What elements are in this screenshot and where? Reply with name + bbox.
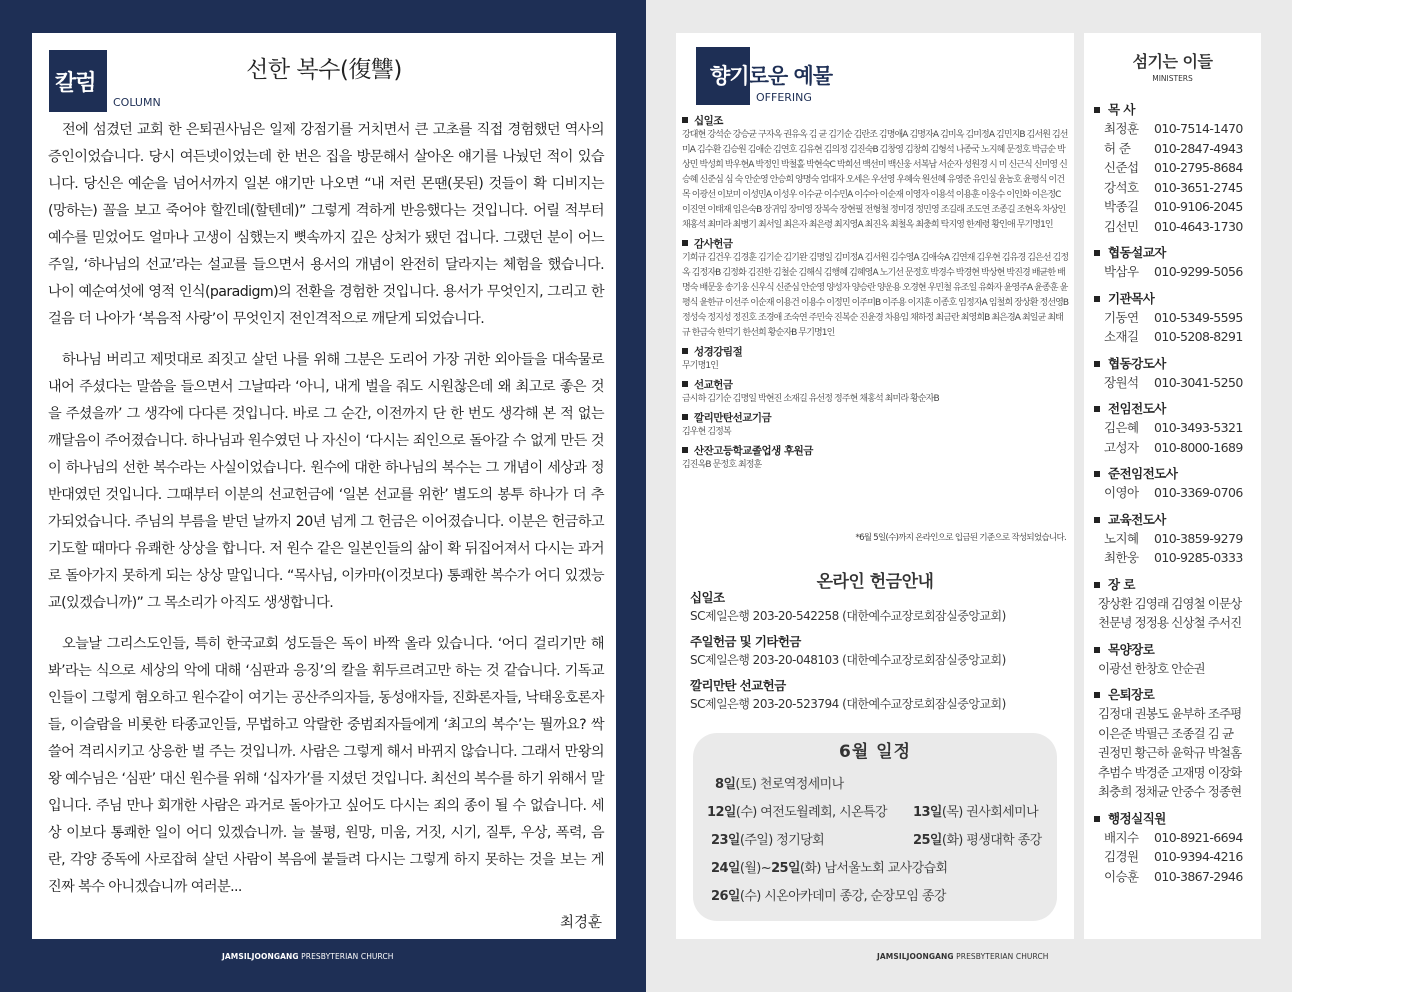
minister-phone: 010-8000-1689 xyxy=(1154,439,1243,455)
minister-phone: 010-8921-6694 xyxy=(1154,829,1243,845)
offering-section-names: 기희규 김건우 김경훈 김기순 김기완 김명일 김미정A 김서원 김수영A 김애숙A 김연재 김우현 김유경 김은선 김정옥 김정자B 김정화 김진한 김철순 김해식 김행혜 김혜영A 노기선 문정호 박경수 박경현 박상현 박진경 배균한 배명숙 배문웅 송기웅 신우식 신준심 안순영 양성자 양승란 양운용 오경현 우민철 유조일 유화자 윤영주A 윤종훈 윤평식 윤한규 이선주 이순재 이용건 이용수 이정민 이주미B 이주용 이지훈 이종호 임정자A 임철희 장상환 정선영B 정성숙 정지성 정진호 조경애 조숙연 주민숙 진복순 진윤경 차용임 채하정 최금란 최영희B 최은경A 최일균 최태규 한금숙 한덕기 한선희 황순자B 무기명1인 xyxy=(682,253,1069,338)
minister-phone: 010-5208-8291 xyxy=(1154,329,1243,344)
offering-title xyxy=(710,60,832,90)
schedule-event: 26일(수) 시온아카데미 종강, 순장모임 종강 xyxy=(711,889,946,904)
minister-name: 이승훈 xyxy=(1104,868,1139,884)
minister-name: 강석호 xyxy=(1104,179,1139,195)
minister-phone: 010-3651-2745 xyxy=(1154,179,1243,195)
minister-phone: 010-3369-0706 xyxy=(1154,485,1243,500)
account-number: SC제일은행 203-20-542258 (대한예수교장로회잠실중앙교회) xyxy=(690,609,1006,623)
minister-phone: 010-5349-5595 xyxy=(1154,309,1243,325)
column-badge-sub: COLUMN xyxy=(113,96,161,109)
minister-row xyxy=(1094,217,1256,237)
minister-group xyxy=(1094,100,1256,236)
minister-name: 허 준 xyxy=(1104,140,1131,156)
offering-note: *6월 5일(수)까지 온라인으로 입금된 기준으로 작성되었습니다. xyxy=(855,533,1066,543)
minister-row xyxy=(1094,483,1256,503)
schedule-event: 24일(월)~25일(화) 남서울노회 교사강습회 xyxy=(711,861,948,876)
minister-group xyxy=(1094,809,1256,887)
minister-name: 노지혜 xyxy=(1104,530,1139,546)
footer-church-rest: PRESBYTERIAN CHURCH xyxy=(953,952,1049,961)
offering-section-names: 금시하 김기순 김명일 박현진 소재길 유선정 정주현 채홍석 최미라 황순자B xyxy=(682,394,939,404)
offering-section-head: 선교헌금 xyxy=(680,379,1070,392)
minister-phone: 010-9285-0333 xyxy=(1154,550,1243,565)
minister-phone: 010-3041-5250 xyxy=(1154,374,1243,390)
minister-group xyxy=(1094,464,1256,503)
minister-group-head: 장 로 xyxy=(1094,575,1256,594)
footer-church-bold: JAMSILJOONGANG xyxy=(222,952,299,961)
minister-group xyxy=(1094,575,1256,633)
minister-phone: 010-9394-4216 xyxy=(1154,849,1243,864)
column-title: 선한 복수(復讐) xyxy=(246,57,402,83)
june-schedule xyxy=(693,733,1057,921)
minister-group xyxy=(1094,510,1256,568)
minister-name: 김경원 xyxy=(1104,849,1139,864)
offering-panel xyxy=(676,33,1074,939)
minister-name: 이영아 xyxy=(1104,485,1139,500)
online-account xyxy=(690,677,1070,713)
minister-group-head: 전임전도사 xyxy=(1094,399,1256,418)
minister-group-head: 목양장로 xyxy=(1094,640,1256,659)
column-author: 최경훈 xyxy=(559,915,602,931)
account-number: SC제일은행 203-20-523794 (대한예수교장로회잠실중앙교회) xyxy=(690,697,1006,711)
schedule-title: 6월 일정 xyxy=(838,742,911,762)
minister-row xyxy=(1094,197,1256,217)
minister-row xyxy=(1094,438,1256,458)
minister-phone: 010-7514-1470 xyxy=(1154,121,1243,136)
minister-names-line: 이은준 박필근 조종걸 김 균 xyxy=(1098,725,1234,741)
offering-section xyxy=(680,238,1070,341)
ministers-title: 섬기는 이들 xyxy=(1132,52,1213,71)
minister-names-line: 천문녕 정정용 신상철 주서진 xyxy=(1098,615,1242,630)
account-label: 주일헌금 및 기타헌금 xyxy=(690,634,801,649)
offering-section xyxy=(680,412,1070,440)
minister-row xyxy=(1094,308,1256,328)
account-label: 깔리만탄 선교헌금 xyxy=(690,678,786,693)
minister-names-line: 추범수 박경준 고재명 이장화 xyxy=(1098,764,1242,780)
offering-title-rest: 로운 예물 xyxy=(748,64,833,88)
minister-group-head: 행정실직원 xyxy=(1094,809,1256,828)
minister-group xyxy=(1094,399,1256,457)
column-paragraph: 하나님 버리고 제멋대로 죄짓고 살던 나를 위해 그분은 도리어 가장 귀한 외아들을 대속물로 내어 주셨다는 말씀을 들으면서 그날따라 ‘아니, 내게 벌을 줘도 시원찮은데 왜 최고로 좋은 것을 주셨을까’ 그 생각에 다다른 것입니다. 바로 그 순간, 이전까지 단 한 번도 생각해 본 적 없는 깨달음이 주어졌습니다. 하나님과 원수였던 나 자신이 ‘다시는 죄인으로 돌아갈 수 없게 만든 것이 하나님의 선한 복수라는 사실이었습니다. 원수에 대한 하나님의 복수는 그 개념이 세상과 정반대였던 것입니다. 그때부터 이분의 선교헌금에 ‘일본 선교를 위한’ 별도의 봉투 하나가 더 추가되었습니다. 주님의 부름을 받던 날까지 20년 넘게 그 헌금은 이어졌습니다. 이분은 헌금하고 기도할 때마다 유쾌한 상상을 합니다. 저 원수 같은 일본인들의 삶이 확 뒤집어져서 다시는 과거로 돌아가지 못하게 되는 상상 말입니다. “목사님, 이카마(이것보다) 통쾌한 복수가 어디 있겠능교(있겠습니까)” 그 목소리가 아직도 생생합니다. xyxy=(48,352,604,611)
minister-group xyxy=(1094,354,1256,393)
minister-name: 김선민 xyxy=(1104,218,1139,234)
minister-names-line: 이광선 한창호 안순권 xyxy=(1098,660,1205,676)
schedule-event: 25일(화) 평생대학 종강 xyxy=(913,833,1042,848)
offering-section xyxy=(680,379,1070,407)
minister-phone: 010-9106-2045 xyxy=(1154,199,1243,214)
column-badge: 칼럼 xyxy=(49,50,107,112)
footer-church-rest: PRESBYTERIAN CHURCH xyxy=(298,952,394,961)
minister-row xyxy=(1094,847,1256,867)
minister-group-head: 목 사 xyxy=(1094,100,1256,119)
minister-phone: 010-3493-5321 xyxy=(1154,420,1243,435)
minister-phone: 010-3859-9279 xyxy=(1154,530,1243,546)
offering-section-head: 십일조 xyxy=(680,115,1070,128)
offering-section-head: 성경강림절 xyxy=(680,346,1070,359)
online-account xyxy=(690,633,1070,669)
minister-name: 배지수 xyxy=(1104,829,1139,845)
minister-group xyxy=(1094,243,1256,282)
minister-group-head: 협동설교자 xyxy=(1094,243,1256,262)
ministers-panel xyxy=(1084,33,1261,939)
minister-name: 최정훈 xyxy=(1104,121,1139,136)
offering-title-white: 향기 xyxy=(710,64,749,88)
right-footer xyxy=(877,952,1049,961)
minister-names-line: 권정민 황근하 윤학규 박철홈 xyxy=(1098,745,1242,760)
minister-row xyxy=(1094,418,1256,438)
minister-phone: 010-3867-2946 xyxy=(1154,868,1243,884)
offering-section xyxy=(680,346,1070,374)
minister-name: 김은혜 xyxy=(1104,420,1139,435)
minister-group-head: 교육전도사 xyxy=(1094,510,1256,529)
column-paragraph: 오늘날 그리스도인들, 특히 한국교회 성도들은 독이 바짝 올라 있습니다. ‘어디 걸리기만 해봐’라는 식으로 세상의 악에 대해 ‘심판과 응징’의 칼을 휘두르려고만 하는 것 같습니다. 기독교인들이 그렇게 혐오하고 원수같이 여기는 공산주의자들, 동성애자들, 진화론자들, 낙태옹호론자들, 이슬람을 비롯한 타종교인들, 무법하고 악랄한 중범죄자들에게 ‘최고의 복수’는 뭘까요? 싹 쓸어 격리시키고 상응한 벌 주는 것입니까. 사람은 그렇게 해서 바뀌지 않습니다. 그래서 만왕의 왕 예수님은 ‘심판’ 대신 원수를 위해 ‘십자가’를 지셨던 것입니다. 최선의 복수를 하기 위해서 말입니다. 주님 만나 회개한 사람은 과거로 돌아가고 싶어도 다시는 죄의 종이 될 수 없습니다. 세상 이보다 통쾌한 일이 어디 있겠습니까. 늘 불평, 원망, 미움, 거짓, 시기, 질투, 우상, 폭력, 음란, 각양 중독에 사로잡혀 살던 사람이 복음에 붙들려 다시는 그렇게 하지 못하는 것을 보는 게 진짜 복수 아니겠습니까 여러분... xyxy=(48,636,604,895)
schedule-event: 12일(수) 여전도월례회, 시온특강 xyxy=(707,805,887,820)
offering-section-head: 깔리만탄선교기금 xyxy=(680,412,1070,425)
ministers-groups xyxy=(1094,100,1256,893)
offering-badge-sub: OFFERING xyxy=(756,91,812,104)
minister-name: 박종길 xyxy=(1104,199,1139,214)
minister-phone: 010-2847-4943 xyxy=(1154,140,1243,156)
minister-row xyxy=(1094,327,1256,347)
schedule-event: 13일(목) 권사회세미나 xyxy=(913,805,1039,820)
minister-row xyxy=(1094,548,1256,568)
column-paragraph: 전에 섬겼던 교회 한 은퇴권사님은 일제 강점기를 거치면서 큰 고초를 직접 경험했던 역사의 증인이었습니다. 당시 여든넷이었는데 한 번은 집을 방문해서 살아온 얘기를 나눴던 적이 있습니다. 당신은 예순을 넘어서까지 일본 얘기만 나오면 “내 저런 몬땐(못된) 것들이 확 디비지는(망하는) 꼴을 보고 죽어야 할낀데(할텐데)” 그렇게 격하게 반응했다는 것입니다. 어릴 적부터 예수를 믿었어도 얼마나 고생이 심했는지 뼛속까지 깊은 상처가 됐던 겁니다. 그랬던 분이 어느 주일, ‘하나님의 선교’라는 설교를 들으면서 용서의 개념이 완전히 달라지는 체험을 했습니다. 나이 예순여섯에 영적 인식(paradigm)의 전환을 경험한 것입니다. 용서가 무엇인지, 그리고 한 걸음 더 나아가 ‘복음적 사랑’이 무엇인지 전인격적으로 깨닫게 되었습니다. xyxy=(48,122,604,327)
minister-group-head: 준전임전도사 xyxy=(1094,464,1256,483)
footer-church-bold: JAMSILJOONGANG xyxy=(877,952,954,961)
minister-group-head: 기관목사 xyxy=(1094,289,1256,308)
minister-group xyxy=(1094,685,1256,802)
offering-section-names: 김진옥B 문정호 최정훈 xyxy=(682,460,762,470)
minister-group xyxy=(1094,640,1256,679)
offering-section-head: 산잔고등학교졸업생 후원금 xyxy=(680,445,1070,458)
minister-group xyxy=(1094,289,1256,347)
minister-names-line: 김정대 권봉도 윤부하 조주평 xyxy=(1098,706,1242,721)
offering-sections xyxy=(680,115,1070,478)
minister-names-line: 장상환 김영래 김영철 이문상 xyxy=(1098,595,1242,611)
ministers-sub: MINISTERS xyxy=(1152,74,1193,83)
minister-row xyxy=(1094,867,1256,887)
minister-row xyxy=(1094,828,1256,848)
minister-name: 최한웅 xyxy=(1104,550,1139,565)
minister-row xyxy=(1094,178,1256,198)
offering-section xyxy=(680,445,1070,473)
schedule-event: 23일(주일) 정기당회 xyxy=(711,833,825,848)
minister-name: 소재길 xyxy=(1104,329,1139,344)
minister-group-head: 협동강도사 xyxy=(1094,354,1256,373)
minister-name: 장원석 xyxy=(1104,374,1139,390)
minister-phone: 010-4643-1730 xyxy=(1154,218,1243,234)
column-body xyxy=(48,117,604,915)
offering-section-names: 김우현 김정복 xyxy=(682,427,731,437)
minister-row xyxy=(1094,262,1256,282)
schedule-event: 8일(토) 천로역정세미나 xyxy=(715,777,844,792)
offering-section-names: 강대현 강석순 강승균 구자옥 권유옥 김 균 김기순 김란조 김명애A 김명자A 김미옥 김미정A 김민지B 김서원 김선미A 김수환 김승원 김애순 김연호 김유현 김의정 김진숙B 김창영 김창희 김형석 나종국 노지혜 문정호 박금순 박상민 박성희 박우현A 박정인 박철홀 박현숙C 박희선 백선미 백신웅 서복남 서순자 성원경 시 미 신근식 신미영 신승혜 신준심 심 숙 안순영 안승희 양명숙 엄대자 오세은 우선영 우혜숙 원선혜 유영준 유인실 윤농호 윤평식 이건목 이광선 이보미 이성민A 이성우 이수균 이수민A 이수아 이순재 이영자 이용석 이용훈 이웅수 이인화 이은정C 이진연 이태재 임은숙B 장귀임 장미영 장복숙 장현필 전형철 정미경 정민영 조길래 조도연 조종길 조현옥 차상인 채홍석 최미라 최병기 최서일 최은자 최은령 최지영A 최진옥 최철옥 최충희 탁지영 한계령 황인애 무기명1인 xyxy=(682,130,1068,230)
minister-group-head: 은퇴장로 xyxy=(1094,685,1256,704)
minister-name: 기동연 xyxy=(1104,309,1139,325)
account-label: 십일조 xyxy=(690,590,725,605)
minister-name: 신준섭 xyxy=(1104,160,1139,175)
offering-section-head: 감사헌금 xyxy=(680,238,1070,251)
minister-name: 고성자 xyxy=(1104,439,1139,455)
offering-section-names: 무기명1인 xyxy=(682,361,719,371)
online-account xyxy=(690,589,1070,625)
minister-row xyxy=(1094,119,1256,139)
minister-phone: 010-9299-5056 xyxy=(1154,264,1243,279)
minister-row xyxy=(1094,529,1256,549)
left-footer xyxy=(222,952,394,961)
offering-section xyxy=(680,115,1070,233)
minister-names-line: 최충희 정채균 안중수 정종현 xyxy=(1098,784,1242,799)
minister-row xyxy=(1094,139,1256,159)
minister-name: 박삼우 xyxy=(1104,264,1139,279)
minister-row xyxy=(1094,373,1256,393)
minister-row xyxy=(1094,158,1256,178)
online-offering-title: 온라인 헌금안내 xyxy=(816,572,934,592)
account-number: SC제일은행 203-20-048103 (대한예수교장로회잠실중앙교회) xyxy=(690,653,1006,667)
minister-phone: 010-2795-8684 xyxy=(1154,160,1243,175)
column-panel xyxy=(32,33,616,939)
online-offering-list xyxy=(690,589,1070,721)
